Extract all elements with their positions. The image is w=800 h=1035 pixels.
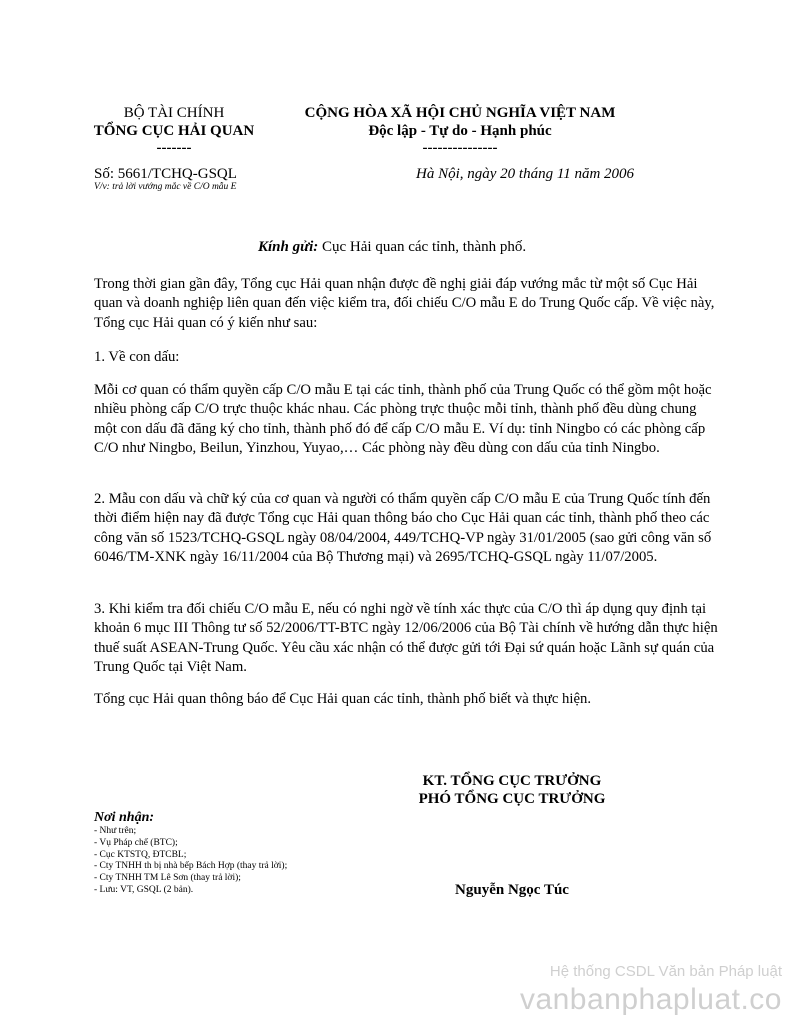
- national-motto: Độc lập - Tự do - Hạnh phúc: [368, 123, 552, 139]
- signature-block: [378, 772, 646, 808]
- document-date: Hà Nội, ngày 20 tháng 11 năm 2006: [416, 166, 635, 182]
- salutation: [258, 238, 526, 256]
- recipients-block: [94, 810, 287, 897]
- closing-paragraph: Tổng cục Hải quan thông báo để Cục Hải quan các tỉnh, thành phố biết và thực hiện.: [94, 691, 591, 707]
- section-2-paragraph: 2. Mẫu con dấu và chữ ký của cơ quan và người có thẩm quyền cấp C/O mẫu E của Trung Quốc tính đến thời điểm hiện nay đã được Tổng cục Hải quan thông báo cho Cục Hải quan các tỉnh, thành phố theo các công văn số 1523/TCHQ-GSQL ngày 08/04/2004, 449/TCHQ-VP ngày 31/01/2005 (sao gửi công văn số 6046/TM-XNK ngày 16/11/2004 của Bộ Thương mại) và 2695/TCHQ-GSQL ngày 11/07/2005.: [94, 491, 712, 565]
- document-number: Số: 5661/TCHQ-GSQL: [94, 166, 237, 182]
- header-left: [60, 104, 288, 156]
- section-3-paragraph: 3. Khi kiểm tra đối chiếu C/O mẫu E, nếu có nghi ngờ về tính xác thực của C/O thì áp dụng quy định tại khoản 6 mục III Thông tư số 52/2006/TT-BTC ngày 12/06/2006 của Bộ Tài chính về hướng dẫn thực hiện thuế suất ASEAN-Trung Quốc. Yêu cầu xác nhận có thể được gửi tới Đại sứ quán hoặc Lãnh sự quán của Trung Quốc tại Việt Nam.: [94, 601, 718, 675]
- salutation-label: Kính gửi:: [258, 239, 319, 255]
- recipients-title: Nơi nhận:: [94, 810, 155, 825]
- recipient-item: - Như trên;: [94, 826, 137, 836]
- header-right-rule: ---------------: [422, 140, 498, 156]
- section-1-paragraph: Mỗi cơ quan có thẩm quyền cấp C/O mẫu E tại các tỉnh, thành phố của Trung Quốc có thể gồm một hoặc nhiều phòng cấp C/O trực thuộc khác nhau. Các phòng trực thuộc mỗi tỉnh, thành phố đều dùng chung một con dấu đã đăng ký cho tỉnh, thành phố đó để cấp C/O mẫu E. Ví dụ: tỉnh Ningbo có các phòng cấp C/O như Ningbo, Beilun, Yinzhou, Yuyao,… Các phòng này đều dùng con dấu của tỉnh Ningbo.: [94, 382, 712, 456]
- recipient-item: - Cty TNHH TM Lê Sơn (thay trả lời);: [94, 873, 241, 884]
- intro-paragraph: Trong thời gian gần đây, Tổng cục Hải quan nhận được đề nghị giải đáp vướng mắc từ một số Cục Hải quan và doanh nghiệp liên quan đến việc kiểm tra, đối chiếu C/O mẫu E do Trung Quốc cấp. Về việc này, Tổng cục Hải quan có ý kiến như sau:: [94, 276, 715, 331]
- watermark-site: vanbanphapluat.co: [519, 983, 782, 1016]
- watermark-caption: Hệ thống CSDL Văn bản Pháp luật: [549, 963, 782, 980]
- country-name: CỘNG HÒA XÃ HỘI CHỦ NGHĨA VIỆT NAM: [304, 105, 616, 121]
- signature-title-1: KT. TỔNG CỤC TRƯỞNG: [422, 773, 602, 789]
- signature-title-2: PHÓ TỔNG CỤC TRƯỞNG: [418, 791, 606, 807]
- recipient-item: - Vụ Pháp chế (BTC);: [94, 837, 178, 848]
- recipient-item: - Lưu: VT, GSQL (2 bản).: [94, 884, 194, 895]
- salutation-recipient: Cục Hải quan các tỉnh, thành phố.: [318, 239, 527, 255]
- header-left-rule: -------: [156, 140, 192, 156]
- ministry-name: BỘ TÀI CHÍNH: [123, 105, 225, 121]
- document-subject: V/v: trả lời vướng mắc về C/O mẫu E: [94, 182, 237, 192]
- recipient-item: - Cty TNHH th bị nhà bếp Bách Hợp (thay trả lời);: [94, 861, 288, 872]
- header-right: [290, 104, 630, 156]
- recipient-item: - Cục KTSTQ, ĐTCBL;: [94, 849, 187, 860]
- signer-name: Nguyễn Ngọc Túc: [455, 882, 569, 898]
- section-1-title: 1. Về con dấu:: [94, 349, 180, 365]
- department-name: TỔNG CỤC HẢI QUAN: [93, 123, 255, 139]
